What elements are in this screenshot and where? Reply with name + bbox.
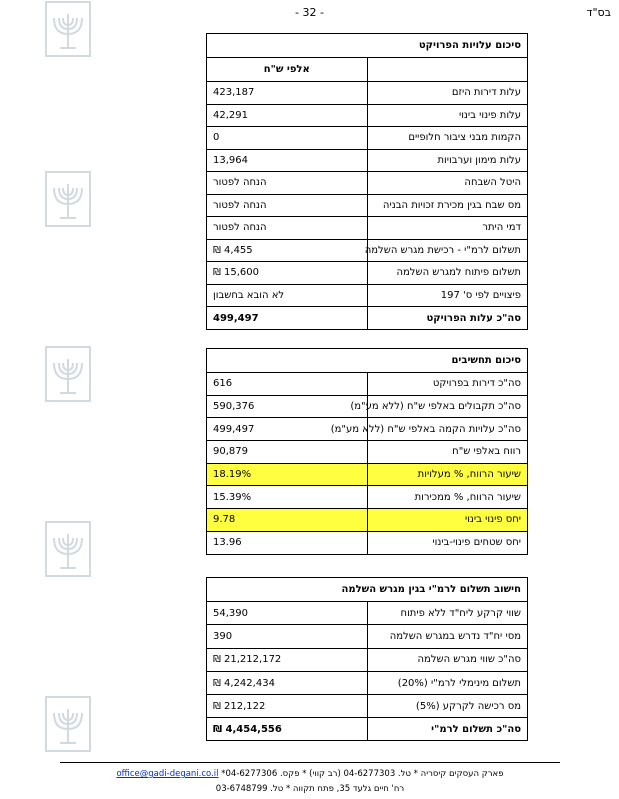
menorah-emblem <box>44 520 92 580</box>
table-row <box>207 602 528 625</box>
table-row <box>207 217 528 240</box>
total-value: 4,454,556 ₪ <box>207 718 368 741</box>
table-header-empty <box>367 58 528 82</box>
row-label: רווח באלפי ש"ח <box>367 441 528 464</box>
table-row <box>207 262 528 285</box>
footer-address-phone: פארק העסקים קיסריה * טל. 04-6277303 (רב קווי) * פקס. 04-6277306* <box>221 769 504 779</box>
row-value: 390 <box>207 625 368 648</box>
row-value: הנחה לפטור <box>207 217 368 240</box>
table-row <box>207 373 528 396</box>
row-value: 423,187 <box>207 82 368 105</box>
row-label: שווי קרקע ליח"ד ללא פיתוח <box>367 602 528 625</box>
row-value: 616 <box>207 373 368 396</box>
menorah-emblem <box>44 170 92 230</box>
total-value: 499,497 <box>207 307 368 330</box>
menorah-emblem <box>44 695 92 755</box>
table-row <box>207 194 528 217</box>
row-value: 0 <box>207 127 368 150</box>
footer-email-link[interactable]: office@gadi-degani.co.il <box>116 769 219 779</box>
row-label: סה"כ דירות בפרויקט <box>367 373 528 396</box>
row-value: 9.78 <box>207 509 368 532</box>
row-value: 90,879 <box>207 441 368 464</box>
row-label: יחס שטחים פינוי-בינוי <box>367 531 528 554</box>
table-title: סיכום תחשיבים <box>207 349 528 373</box>
menorah-emblem <box>44 345 92 405</box>
table-row-highlighted <box>207 463 528 486</box>
table-row <box>207 149 528 172</box>
row-label: סה"כ שווי מגרש השלמה <box>367 648 528 671</box>
table-row <box>207 172 528 195</box>
row-value: 212,122 ₪ <box>207 695 368 718</box>
row-label: סה"כ תקבולים באלפי ש"ח (ללא מע"מ) <box>367 395 528 418</box>
table-title-row <box>207 578 528 602</box>
row-label: היטל השבחה <box>367 172 528 195</box>
table-title: סיכום עלויות הפרויקט <box>207 34 528 58</box>
footer-contact-line <box>60 769 560 779</box>
table-row <box>207 441 528 464</box>
row-value: הנחה לפטור <box>207 172 368 195</box>
footer-address-line: רח' חיים גלעד 35, פתח תקווה * טל. 03-6748799 <box>215 784 405 794</box>
row-label: תשלום לרמ"י - רכישת מגרש השלמה <box>367 239 528 262</box>
row-label: מס רכישה לקרקע (5%) <box>367 695 528 718</box>
page-number: - 32 - <box>295 6 324 19</box>
row-label: פיצויים לפי ס' 197 <box>367 284 528 307</box>
column-header: אלפי ש"ח <box>207 58 368 82</box>
row-label: הקמות מבני ציבור חלופיים <box>367 127 528 150</box>
menorah-emblem <box>44 0 92 60</box>
row-label: יחס פינוי בינוי <box>367 509 528 532</box>
row-value: הנחה לפטור <box>207 194 368 217</box>
table-row <box>207 625 528 648</box>
table-row <box>207 104 528 127</box>
row-label: עלות מימון וערבויות <box>367 149 528 172</box>
table-header-row <box>207 58 528 82</box>
row-value: 13.96 <box>207 531 368 554</box>
row-value: 499,497 <box>207 418 368 441</box>
row-label: סה"כ עלויות הקמה באלפי ש"ח (ללא מע"מ) <box>367 418 528 441</box>
row-value: 13,964 <box>207 149 368 172</box>
table-title: חישוב תשלום לרמ"י בגין מגרש השלמה <box>207 578 528 602</box>
table-row <box>207 648 528 671</box>
row-value: 4,242,434 ₪ <box>207 671 368 694</box>
row-value: 15,600 ₪ <box>207 262 368 285</box>
table-row-highlighted <box>207 509 528 532</box>
row-label: שיעור הרווח, % ממכירות <box>367 486 528 509</box>
row-value: 590,376 <box>207 395 368 418</box>
calculations-table <box>206 348 528 555</box>
table-row <box>207 284 528 307</box>
row-label: תשלום פיתוח למגרש השלמה <box>367 262 528 285</box>
table-row <box>207 671 528 694</box>
table-row <box>207 239 528 262</box>
row-value: 4,455 ₪ <box>207 239 368 262</box>
table-row <box>207 395 528 418</box>
table-row <box>207 695 528 718</box>
row-label: שיעור הרווח, % מעלויות <box>367 463 528 486</box>
bsd-header: בס"ד <box>586 6 611 19</box>
table-row <box>207 418 528 441</box>
row-label: מס שבח בגין מכירת זכויות הבניה <box>367 194 528 217</box>
table-row <box>207 486 528 509</box>
table-row <box>207 531 528 554</box>
footer-divider <box>60 762 560 763</box>
total-label: סה"כ עלות הפרויקט <box>367 307 528 330</box>
row-label: עלות פינוי בינוי <box>367 104 528 127</box>
row-value: 42,291 <box>207 104 368 127</box>
row-value: 18.19% <box>207 463 368 486</box>
row-label: תשלום מינימלי לרמ"י (20%) <box>367 671 528 694</box>
total-row <box>207 307 528 330</box>
total-row <box>207 718 528 741</box>
row-value: 21,212,172 ₪ <box>207 648 368 671</box>
row-label: דמי היתר <box>367 217 528 240</box>
row-label: עלות דירות היזם <box>367 82 528 105</box>
table-row <box>207 82 528 105</box>
row-value: לא הובא בחשבון <box>207 284 368 307</box>
table-row <box>207 127 528 150</box>
row-value: 15.39% <box>207 486 368 509</box>
total-label: סה"כ תשלום לרמ"י <box>367 718 528 741</box>
table-title-row <box>207 349 528 373</box>
project-cost-table <box>206 33 528 330</box>
row-label: מסי יח"ד נדרש במגרש השלמה <box>367 625 528 648</box>
land-payment-table <box>206 577 528 741</box>
table-title-row <box>207 34 528 58</box>
row-value: 54,390 <box>207 602 368 625</box>
